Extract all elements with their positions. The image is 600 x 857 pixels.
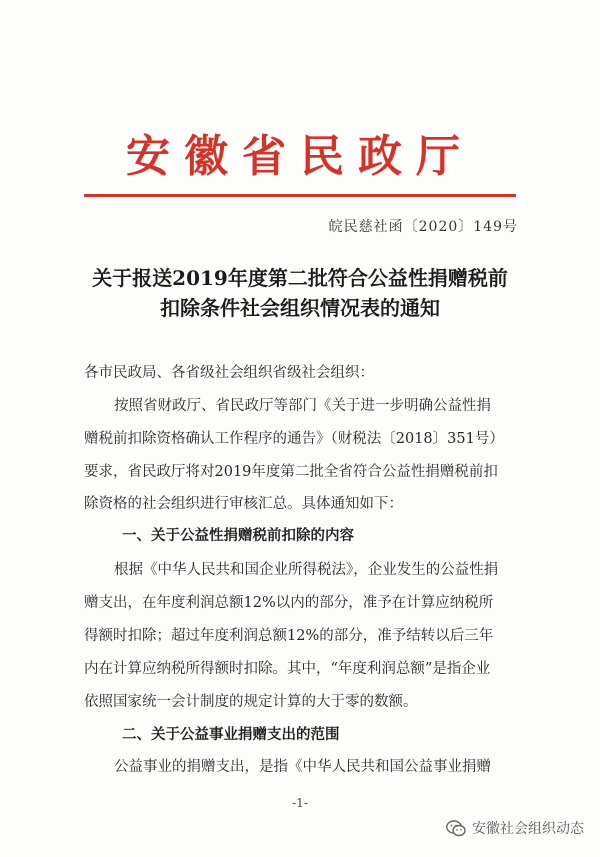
salutation: 各市民政局、各省级社会组织省级社会组织：: [84, 365, 374, 381]
section-1-heading: 一、关于公益性捐赠税前扣除的内容: [122, 528, 354, 544]
paragraph-3-line-1: 公益事业的捐赠支出，是指《中华人民共和国公益事业捐赠: [114, 759, 491, 775]
paragraph-2-line-1: 根据《中华人民共和国企业所得税法》，企业发生的公益性捐: [114, 562, 499, 578]
header-red-rule: [84, 194, 516, 197]
paragraph-1-line-3: 要求，省民政厅将对2019年度第二批全省符合公益性捐赠税前扣: [84, 464, 498, 480]
section-2-heading: 二、关于公益事业捐赠支出的范围: [122, 727, 340, 743]
watermark-text: 安徽社会组织动态: [472, 821, 584, 837]
paragraph-2-line-2: 赠支出，在年度利润总额12%以内的部分，准予在计算应纳税所: [84, 595, 494, 611]
document-number: 皖民慈社函〔2020〕149号: [328, 219, 518, 235]
paragraph-2-line-4: 内在计算应纳税所得额时扣除。其中，“年度利润总额”是指企业: [84, 661, 491, 677]
paragraph-2-line-5: 依照国家统一会计制度的规定计算的大于零的数额。: [84, 694, 418, 710]
notice-title-line-2: 扣除条件社会组织情况表的通知: [160, 296, 440, 320]
notice-title: [60, 263, 540, 323]
watermark: [446, 818, 584, 838]
agency-header: 安徽省民政厅: [126, 131, 474, 182]
paragraph-1-line-1: 按照省财政厅、省民政厅等部门《关于进一步明确公益性捐: [114, 398, 491, 414]
wechat-icon: [446, 820, 466, 837]
paragraph-1-line-2: 赠税前扣除资格确认工作程序的通告》（财税法〔2018〕351号）: [84, 431, 504, 447]
paragraph-2-line-3: 得额时扣除；超过年度利润总额12%的部分，准予结转以后三年: [84, 628, 494, 644]
paragraph-1-line-4: 除资格的社会组织进行审核汇总。具体通知如下：: [84, 496, 403, 512]
notice-title-line-1: 关于报送2019年度第二批符合公益性捐赠税前: [92, 266, 508, 290]
page-number: -1-: [292, 796, 308, 810]
